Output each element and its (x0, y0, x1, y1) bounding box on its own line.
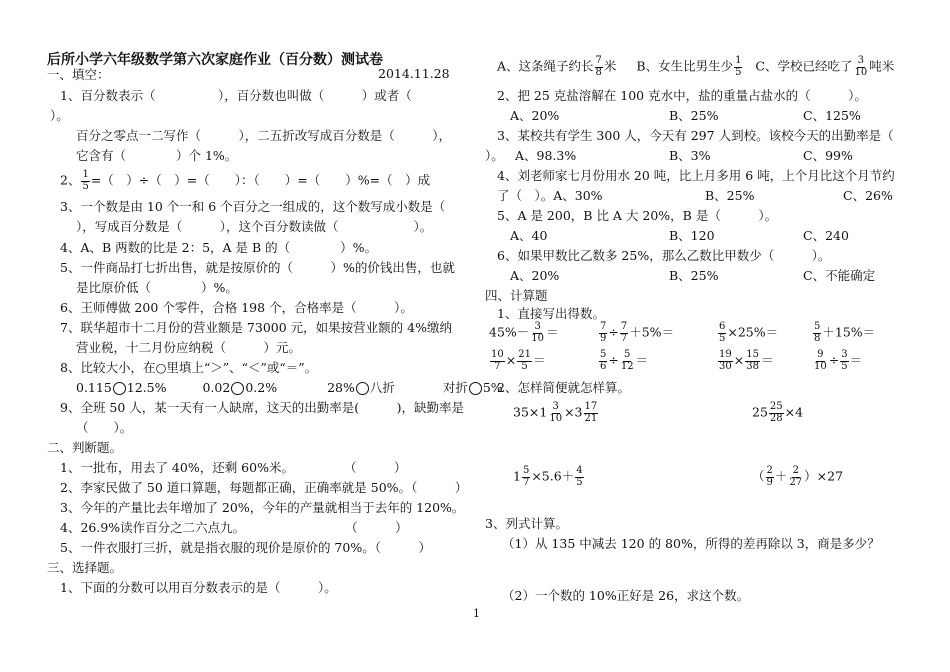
section-calculation: 四、计算题 (485, 288, 548, 303)
choice-2-opt-a: A、20% (510, 108, 560, 123)
page-number: 1 (473, 607, 480, 620)
calc-r2-1: $\frac{10}{7}$ × $\frac{21}{5}$ ＝ (491, 349, 546, 372)
calc-r1-4: $\frac{5}{8}$ ＋15%＝ (814, 321, 876, 344)
opt-a-text: A、这条绳子约长 (497, 58, 594, 74)
calc-r2-4: $\frac{9}{10}$ ÷ $\frac{3}{5}$ ＝ (814, 349, 863, 372)
fraction-1-5-b: $\frac{1}{5}$ (735, 55, 742, 78)
choice-5-opt-b: B、120 (669, 228, 715, 243)
choice-6-opt-a: A、20% (510, 268, 560, 283)
choice-4-opt-b: B、25% (705, 188, 755, 203)
q1-line-c: 百分之零点一二写作（ ），二五折改写成百分数是（ ）， (76, 128, 452, 143)
choice-4: 4、刘老师家七月份用水 20 吨，比上月多用 6 吨，上个月比这个月节约 (497, 168, 895, 183)
q2-prefix: 2、 (60, 172, 81, 188)
compare-left-1: 0.115 (76, 380, 112, 395)
judge-4: 4、26.9%读作百分之二六点九。 （ ） (60, 520, 408, 535)
q9-line-a: 9、全班 50 人，某一天有一人缺席，这天的出勤率是( )，缺勤率是 (60, 400, 465, 415)
q6-line: 6、王师傅做 200 个零件，合格 198 个，合格率是（ ）。 (60, 300, 413, 315)
choice-3: 3、某校共有学生 300 人，今天有 297 人到校。该校今天的出勤率是（ (497, 128, 894, 143)
choice-1: 1、下面的分数可以用百分数表示的是（ ）。 (60, 580, 337, 595)
simplify-1: 35×1 $\frac{3}{10}$ ×3 $\frac{17}{21}$ (513, 401, 598, 424)
choice-2-opt-c: C、125% (803, 108, 861, 123)
simplify-3: 1 $\frac{5}{7}$ ×5.6＋ $\frac{4}{5}$ (513, 465, 583, 488)
judge-2: 2、李家民做了 50 道口算题，每题都正确，正确率就是 50%。（ ） (60, 480, 468, 495)
calc-r1-2: $\frac{7}{9}$ ÷ $\frac{7}{7}$ ＋5%＝ (600, 321, 675, 344)
choice-3-close: ）。 (485, 148, 504, 163)
compare-circle-2[interactable] (231, 382, 244, 395)
simplify-2: 25 $\frac{25}{28}$ ×4 (752, 401, 804, 424)
section-true-false: 二、判断题。 (47, 440, 123, 455)
compare-right-2: 0.2% (245, 380, 278, 395)
compare-circle-4[interactable] (469, 382, 482, 395)
choice-6-opt-b: B、25% (669, 268, 719, 283)
q8-compare-row (76, 382, 503, 395)
calc-r2-3: $\frac{19}{30}$ × $\frac{15}{38}$ ＝ (719, 349, 774, 372)
word-problem-1: （1）从 135 中减去 120 的 80%，所得的差再除以 3，商是多少？ (502, 536, 880, 551)
choice-6-opt-c: C、不能确定 (803, 268, 876, 283)
judge-1: 1、一批布，用去了 40%，还剩 60%米。 （ ） (60, 460, 407, 475)
q3-line-b: ），写成百分数是（ ），这个百分数读做（ ）。 (76, 219, 433, 234)
choice-2: 2、把 25 克盐溶解在 100 克水中，盐的重量占盐水的（ ）。 (497, 88, 867, 103)
choice-1-options (497, 56, 894, 78)
choice-6: 6、如果甲数比乙数多 25%，那么乙数比甲数少（ ）。 (497, 248, 831, 263)
choice-5-opt-c: C、240 (803, 228, 849, 243)
opt-c-text: C、学校已经吃了 (755, 58, 853, 74)
q7-line-a: 7、联华超市十二月份的营业额是 73000 元，如果按营业额的 4%缴纳 (60, 320, 452, 335)
choice-5-opt-a: A、40 (510, 228, 548, 243)
q1-line-d: 它含有（ ）个 1%。 (76, 148, 238, 163)
q2-line (60, 170, 430, 192)
choice-3-opt-c: C、99% (803, 148, 853, 163)
q2-text: =（ ）÷（ ）=（ ）：（ ）=（ ）%=（ ）成 (90, 172, 431, 188)
q5-line-a: 5、一件商品打七折出售，就是按原价的（ ）%的价钱出售，也就 (60, 260, 455, 275)
calc-r2-2: $\frac{5}{6}$ ÷ $\frac{5}{12}$ ＝ (600, 349, 649, 372)
q9-line-b: （ ）。 (76, 420, 133, 435)
choice-4-opt-a: 了（ ）。A、30% (497, 188, 603, 203)
q1-line-a: 1、百分数表示（ ），百分数也叫做（ ）或者（ (60, 88, 412, 103)
calc-direct-heading: 1、直接写出得数。 (497, 306, 605, 321)
choice-2-opt-b: B、25% (669, 108, 719, 123)
q1-line-b: ）。 (50, 108, 69, 123)
opt-b-text: B、女生比男生少 (636, 58, 734, 74)
opt-a-unit: 米 (603, 58, 617, 74)
compare-right-1: 12.5% (126, 380, 167, 395)
section-fill-blank: 一、填空： (47, 67, 110, 82)
calc-r1-3: $\frac{6}{5}$ ×25%＝ (719, 321, 779, 344)
choice-3-opt-b: B、3% (669, 148, 711, 163)
q4-line: 4、A、B 两数的比是 2：5，A 是 B 的（ ）%。 (60, 240, 378, 255)
choice-4-opt-c: C、26% (843, 188, 893, 203)
calc-r1-1: 45%－ $\frac{3}{10}$ ＝ (489, 321, 559, 344)
simplify-4: （ $\frac{2}{9}$ ＋ $\frac{2}{27}$ ）×27 (752, 465, 844, 488)
q8-line: 8、比较大小，在○里填上“＞”、“＜”或“＝”。 (60, 360, 318, 375)
compare-right-3: 八折 (369, 380, 395, 395)
compare-left-3: 28% (327, 380, 355, 395)
word-problem-2: （2）一个数的 10%正好是 26，求这个数。 (502, 588, 750, 603)
judge-3: 3、今年的产量比去年增加了 20%，今年的产量就相当于去年的 120%。 (60, 500, 465, 515)
fraction-7-8: $\frac{7}{8}$ (595, 55, 602, 78)
page-title: 后所小学六年级数学第六次家庭作业（百分数）测试卷 (47, 52, 383, 68)
compare-right-4: 5% (482, 380, 503, 395)
calc-word-heading: 3、列式计算。 (485, 516, 568, 531)
compare-left-4: 对折 (442, 380, 468, 395)
choice-3-opt-a: A、98.3% (515, 148, 577, 163)
section-choice: 三、选择题。 (47, 560, 123, 575)
judge-5: 5、一件衣服打三折，就是指衣服的现价是原价的 70%。（ ） (60, 540, 431, 555)
compare-circle-3[interactable] (356, 382, 369, 395)
q5-line-b: 是比原价低（ ）%。 (76, 280, 238, 295)
opt-c-unit: 吨米 (869, 58, 895, 74)
compare-left-2: 0.02 (202, 380, 231, 395)
date: 2014.11.28 (378, 66, 450, 81)
fraction-3-10: $\frac{3}{10}$ (854, 55, 868, 78)
choice-5: 5、A 是 200，B 比 A 大 20%，B 是（ ）。 (497, 208, 778, 223)
q7-line-b: 营业税，十二月份应纳税（ ）元。 (76, 340, 302, 355)
compare-circle-1[interactable] (113, 382, 126, 395)
q3-line-a: 3、一个数是由 10 个一和 6 个百分之一组成的，这个数写成小数是（ (60, 199, 446, 214)
fraction-1-5: $\frac{1}{5}$ (82, 169, 89, 192)
calc-simplify-heading: 2、怎样简便就怎样算。 (497, 380, 630, 395)
